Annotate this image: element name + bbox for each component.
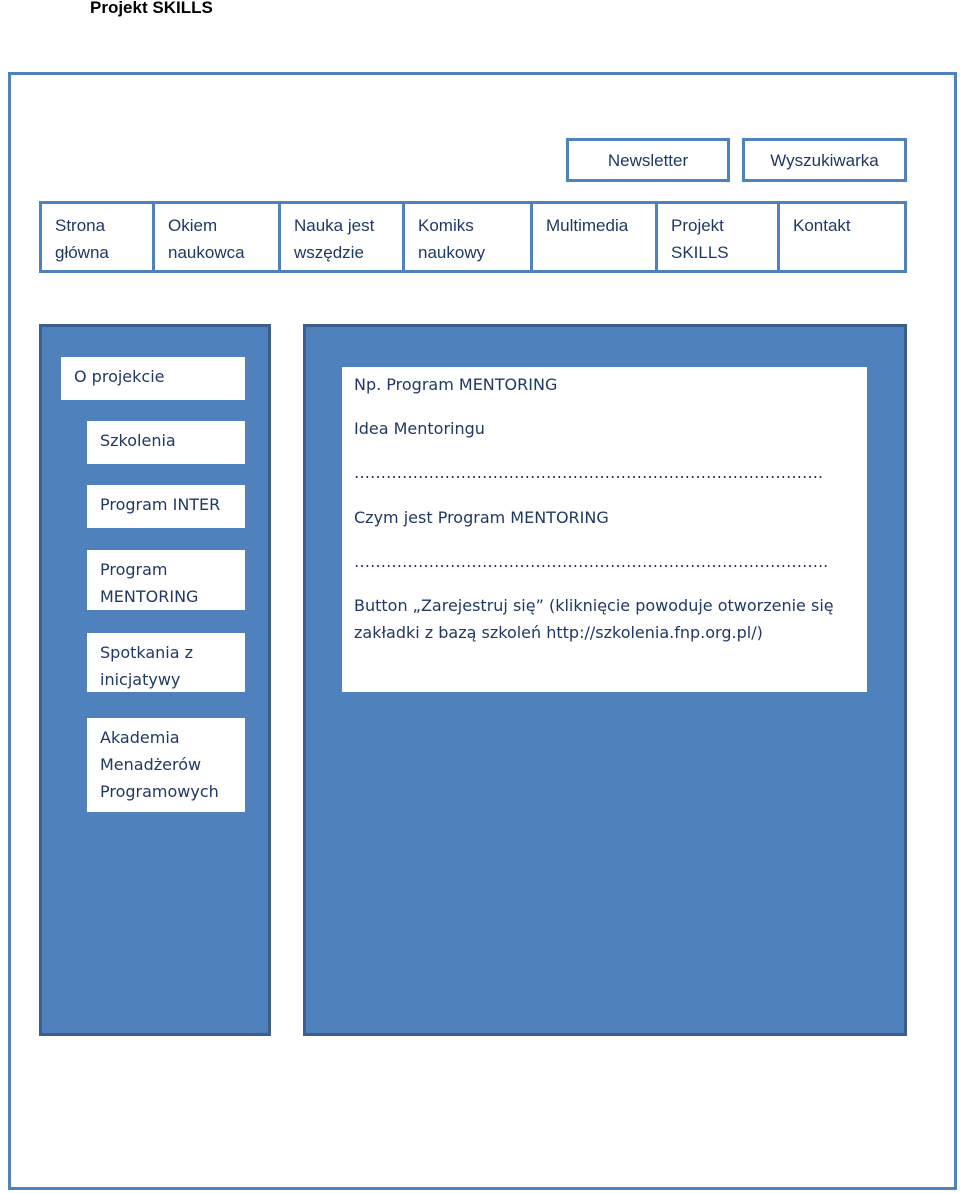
newsletter-button[interactable] (566, 138, 730, 182)
content-heading: Np. Program MENTORING (354, 375, 558, 394)
search-button[interactable] (742, 138, 907, 182)
nav-item-comics[interactable] (402, 201, 533, 273)
content-placeholder-dots: …………………………………………………………………………….. (354, 552, 829, 571)
nav-item-multimedia[interactable] (530, 201, 658, 273)
content-box (342, 367, 867, 692)
sidebar-item-label: O projekcie (74, 367, 165, 386)
sidebar-item-label: inicjatywy (100, 670, 181, 689)
content-idea: Idea Mentoringu (354, 419, 485, 438)
nav-item-home[interactable] (39, 201, 155, 273)
content-button-description: Button „Zarejestruj się” (kliknięcie powoduje otworzenie się zakładki z bazą szkoleń http://szkolenia.fnp.org.pl/) (354, 596, 834, 642)
nav-label: naukowy (418, 243, 486, 262)
content-what: Czym jest Program MENTORING (354, 508, 609, 527)
nav-label: naukowca (168, 243, 245, 262)
sidebar-item-label: Szkolenia (100, 431, 176, 450)
nav-label: Nauka jest (294, 216, 375, 235)
sidebar-item-label: Programowych (100, 782, 219, 801)
search-label: Wyszukiwarka (770, 150, 879, 170)
sidebar-item-label: Akademia (100, 728, 180, 747)
nav-label: SKILLS (671, 243, 729, 262)
newsletter-label: Newsletter (607, 150, 689, 170)
sidebar-item-label: Program (100, 560, 168, 579)
nav-label: Komiks (418, 216, 474, 235)
nav-label: Okiem (168, 216, 218, 235)
content-placeholder-dots: ……………………………………………………………………………. (354, 463, 824, 482)
nav-label: wszędzie (294, 243, 364, 262)
nav-item-contact[interactable] (777, 201, 907, 273)
sidebar-item-about[interactable] (61, 357, 245, 400)
sidebar-item-label: Menadżerów (100, 755, 202, 774)
nav-item-science-everywhere[interactable] (278, 201, 405, 273)
sidebar-item-label: Program INTER (100, 495, 221, 514)
sidebar-item-label: MENTORING (100, 587, 199, 606)
sidebar-item-trainings[interactable] (87, 421, 245, 464)
nav-label: główna (55, 243, 109, 262)
nav-item-project-skills[interactable] (655, 201, 780, 273)
nav-item-scientist-view[interactable] (152, 201, 281, 273)
nav-label: Multimedia (546, 216, 629, 235)
nav-label: Projekt (671, 216, 724, 235)
sidebar-item-label: Spotkania z (100, 643, 194, 662)
document-title: Projekt SKILLS (90, 0, 213, 17)
sidebar-item-program-inter[interactable] (87, 485, 245, 528)
nav-label: Strona (55, 216, 106, 235)
sidebar-item-initiative-meetings[interactable] (87, 633, 245, 692)
sidebar-item-program-mentoring[interactable] (87, 550, 245, 610)
nav-label: Kontakt (793, 216, 851, 235)
sidebar-item-managers-academy[interactable] (87, 718, 245, 812)
